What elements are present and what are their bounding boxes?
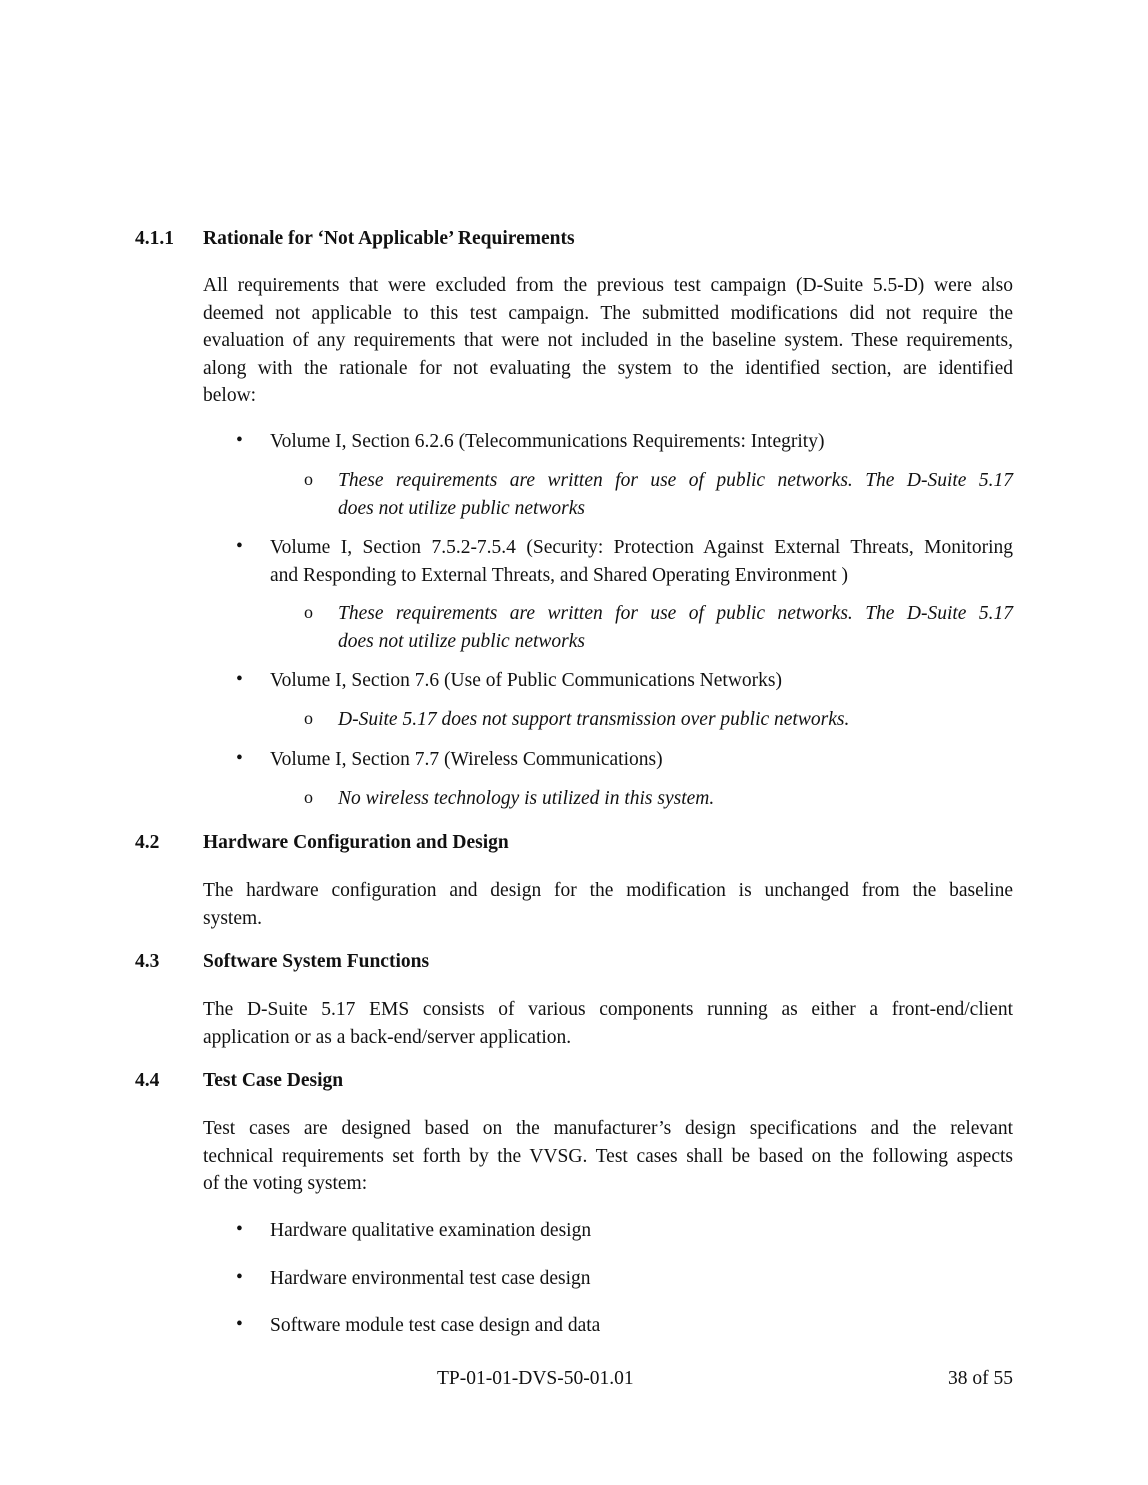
paragraph-line: system.: [203, 907, 263, 929]
sub-bullet-icon: o: [304, 708, 313, 728]
paragraph-line: The hardware configuration and design for the modification is unchanged from the baseline: [203, 880, 1013, 901]
sub-item-line: D-Suite 5.17 does not support transmission over public networks.: [338, 709, 850, 730]
bullet-icon: •: [236, 536, 243, 557]
list-item-text: Volume I, Section 7.7 (Wireless Communications): [270, 749, 663, 770]
footer-doc-id: TP-01-01-DVS-50-01.01: [437, 1368, 634, 1389]
section-title-4-2: Hardware Configuration and Design: [203, 832, 509, 853]
bullet-icon: •: [236, 1314, 243, 1335]
paragraph-line: Test cases are designed based on the manufacturer’s design specifications and the relevant: [203, 1118, 1013, 1139]
paragraph-4-1-1: [203, 272, 1013, 410]
sub-item-line: These requirements are written for use of public networks. The D-Suite 5.17: [338, 470, 1013, 491]
sub-list-item: [338, 706, 1013, 734]
list-item-text: Volume I, Section 6.2.6 (Telecommunications Requirements: Integrity): [270, 431, 825, 452]
list-item-text: Volume I, Section 7.5.2-7.5.4 (Security: Protection Against External Threats, Monitoring: [270, 537, 1013, 558]
bullet-icon: •: [236, 430, 243, 451]
sub-bullet-icon: o: [304, 602, 313, 622]
bullet-icon: •: [236, 669, 243, 690]
list-item: [270, 746, 1013, 774]
paragraph-4-2: [203, 877, 1013, 932]
sub-list-item: [338, 600, 1013, 655]
paragraph-line: deemed not applicable to this test campaign. The submitted modifications did not require the: [203, 302, 1013, 324]
sub-list-item: [338, 785, 1013, 813]
section-number-4-2: 4.2: [135, 832, 160, 853]
section-number-4-4: 4.4: [135, 1070, 160, 1091]
sub-item-line: does not utilize public networks: [338, 497, 585, 519]
section-number-4-3: 4.3: [135, 951, 160, 972]
paragraph-line: along with the rationale for not evaluating the system to the identified section, are identified: [203, 357, 1013, 379]
list-item: Hardware qualitative examination design: [270, 1220, 592, 1241]
paragraph-line: All requirements that were excluded from the previous test campaign (D-Suite 5.5-D) were also: [203, 275, 1013, 296]
paragraph-line: application or as a back-end/server application.: [203, 1026, 572, 1048]
list-item: Software module test case design and data: [270, 1315, 601, 1336]
footer-page-number: 38 of 55: [948, 1368, 1013, 1389]
paragraph-4-3: [203, 996, 1013, 1051]
sub-bullet-icon: o: [304, 469, 313, 489]
paragraph-line: The D-Suite 5.17 EMS consists of various components running as either a front-end/client: [203, 999, 1013, 1020]
bullet-icon: •: [236, 1219, 243, 1240]
sub-bullet-icon: o: [304, 787, 313, 807]
section-title-4-1-1: Rationale for ‘Not Applicable’ Requirements: [203, 228, 575, 249]
paragraph-line: of the voting system:: [203, 1173, 368, 1195]
list-item: Hardware environmental test case design: [270, 1268, 591, 1289]
list-item: [270, 667, 1013, 695]
list-item-text: and Responding to External Threats, and Shared Operating Environment ): [270, 564, 848, 586]
paragraph-line: technical requirements set forth by the VVSG. Test cases shall be based on the following aspects: [203, 1145, 1013, 1167]
list-item-text: Volume I, Section 7.6 (Use of Public Communications Networks): [270, 670, 782, 691]
list-item: [270, 534, 1013, 589]
bullet-icon: •: [236, 1267, 243, 1288]
list-item: [270, 428, 1013, 456]
paragraph-4-4: [203, 1115, 1013, 1198]
bullet-icon: •: [236, 748, 243, 769]
section-number-4-1-1: 4.1.1: [135, 228, 174, 249]
sub-item-line: does not utilize public networks: [338, 630, 585, 652]
paragraph-line: below:: [203, 385, 257, 407]
sub-list-item: [338, 467, 1013, 522]
paragraph-line: evaluation of any requirements that were not included in the baseline system. These requirements,: [203, 330, 1013, 352]
sub-item-line: These requirements are written for use of public networks. The D-Suite 5.17: [338, 603, 1013, 624]
section-title-4-4: Test Case Design: [203, 1070, 344, 1091]
sub-item-line: No wireless technology is utilized in this system.: [338, 788, 715, 809]
section-title-4-3: Software System Functions: [203, 951, 430, 972]
